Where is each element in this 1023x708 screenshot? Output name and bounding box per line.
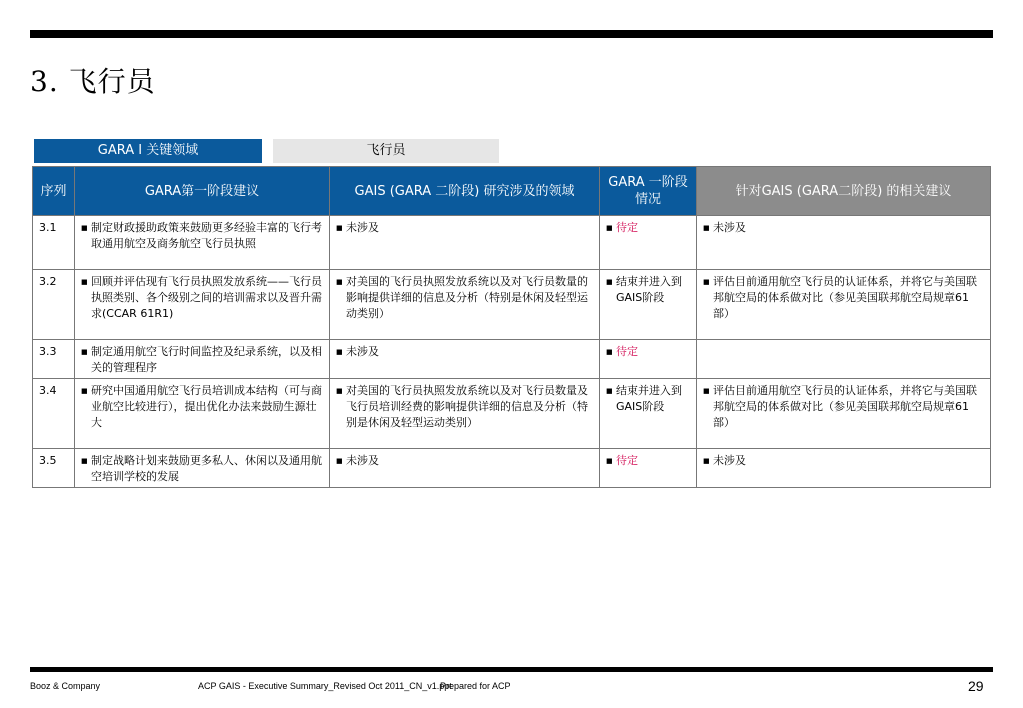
square-bullet-icon: ■ <box>606 224 613 232</box>
header-seq: 序列 <box>33 167 75 216</box>
header-gara-status: GARA 一阶段情况 <box>600 167 697 216</box>
row-status: ■ 待定 <box>600 216 697 270</box>
square-bullet-icon: ■ <box>81 387 88 395</box>
footer-prepared-for: Prepared for ACP <box>440 681 511 691</box>
row-gais-reco: ■ 评估目前通用航空飞行员的认证体系，并将它与美国联邦航空局的体系做对比（参见美国联邦航空局规章61部） <box>697 379 991 449</box>
top-rule <box>30 30 993 38</box>
square-bullet-icon: ■ <box>703 387 710 395</box>
row-gara: ■ 制定战略计划来鼓励更多私人、休闲以及通用航空培训学校的发展 <box>75 449 330 488</box>
square-bullet-icon: ■ <box>703 457 710 465</box>
key-area-value: 飞行员 <box>273 139 499 163</box>
header-gais-recommendation: 针对GAIS (GARA二阶段) 的相关建议 <box>697 167 991 216</box>
row-gais-scope: ■ 未涉及 <box>330 216 600 270</box>
row-seq: 3.1 <box>33 216 75 270</box>
row-gara: ■ 研究中国通用航空飞行员培训成本结构（可与商业航空比较进行），提出优化办法来鼓励生源壮大 <box>75 379 330 449</box>
square-bullet-icon: ■ <box>703 278 710 286</box>
row-gara: ■ 制定财政援助政策来鼓励更多经验丰富的飞行考取通用航空及商务航空飞行员执照 <box>75 216 330 270</box>
row-gais-reco: ■ 未涉及 <box>697 216 991 270</box>
square-bullet-icon: ■ <box>81 224 88 232</box>
page-title: 3. 飞行员 <box>30 65 156 98</box>
row-status: ■ 结束并进入到GAIS阶段 <box>600 379 697 449</box>
row-seq: 3.3 <box>33 340 75 379</box>
row-status: ■ 待定 <box>600 340 697 379</box>
row-gais-reco: ■ 未涉及 <box>697 449 991 488</box>
table-row <box>33 379 991 449</box>
row-gara: ■ 制定通用航空飞行时间监控及纪录系统，以及相关的管理程序 <box>75 340 330 379</box>
square-bullet-icon: ■ <box>336 348 343 356</box>
square-bullet-icon: ■ <box>606 457 613 465</box>
square-bullet-icon: ■ <box>336 387 343 395</box>
page-number: 29 <box>968 678 984 694</box>
table-row <box>33 449 991 488</box>
row-gais-scope: ■ 对美国的飞行员执照发放系统以及对飞行员数量的影响提供详细的信息及分析（特别是休闲及轻型运动类别） <box>330 270 600 340</box>
header-gais-scope: GAIS (GARA 二阶段) 研究涉及的领域 <box>330 167 600 216</box>
row-gais-reco <box>697 340 991 379</box>
header-gara-recommendation: GARA第一阶段建议 <box>75 167 330 216</box>
square-bullet-icon: ■ <box>81 457 88 465</box>
row-seq: 3.4 <box>33 379 75 449</box>
table-row <box>33 270 991 340</box>
table-row <box>33 340 991 379</box>
square-bullet-icon: ■ <box>703 224 710 232</box>
table-row <box>33 216 991 270</box>
square-bullet-icon: ■ <box>336 278 343 286</box>
key-area-label: GARA I 关键领域 <box>34 139 262 163</box>
row-gais-scope: ■ 对美国的飞行员执照发放系统以及对飞行员数量及飞行员培训经费的影响提供详细的信息及分析（特别是休闲及轻型运动类别） <box>330 379 600 449</box>
square-bullet-icon: ■ <box>606 387 613 395</box>
square-bullet-icon: ■ <box>336 224 343 232</box>
recommendations-table <box>32 166 991 488</box>
footer-document-name: ACP GAIS - Executive Summary_Revised Oct 2011_CN_v1.ppt <box>198 681 452 691</box>
row-status: ■ 待定 <box>600 449 697 488</box>
footer-company: Booz & Company <box>30 681 101 691</box>
row-gais-scope: ■ 未涉及 <box>330 449 600 488</box>
row-gais-scope: ■ 未涉及 <box>330 340 600 379</box>
row-gais-reco: ■ 评估目前通用航空飞行员的认证体系，并将它与美国联邦航空局的体系做对比（参见美国联邦航空局规章61部） <box>697 270 991 340</box>
square-bullet-icon: ■ <box>606 348 613 356</box>
table-header-row <box>33 167 991 216</box>
square-bullet-icon: ■ <box>81 348 88 356</box>
row-gara: ■ 回顾并评估现有飞行员执照发放系统——飞行员执照类别、各个级别之间的培训需求以及晋升需求(CCAR 61R1) <box>75 270 330 340</box>
row-seq: 3.5 <box>33 449 75 488</box>
row-seq: 3.2 <box>33 270 75 340</box>
square-bullet-icon: ■ <box>81 278 88 286</box>
square-bullet-icon: ■ <box>606 278 613 286</box>
row-status: ■ 结束并进入到GAIS阶段 <box>600 270 697 340</box>
square-bullet-icon: ■ <box>336 457 343 465</box>
bottom-rule <box>30 667 993 672</box>
